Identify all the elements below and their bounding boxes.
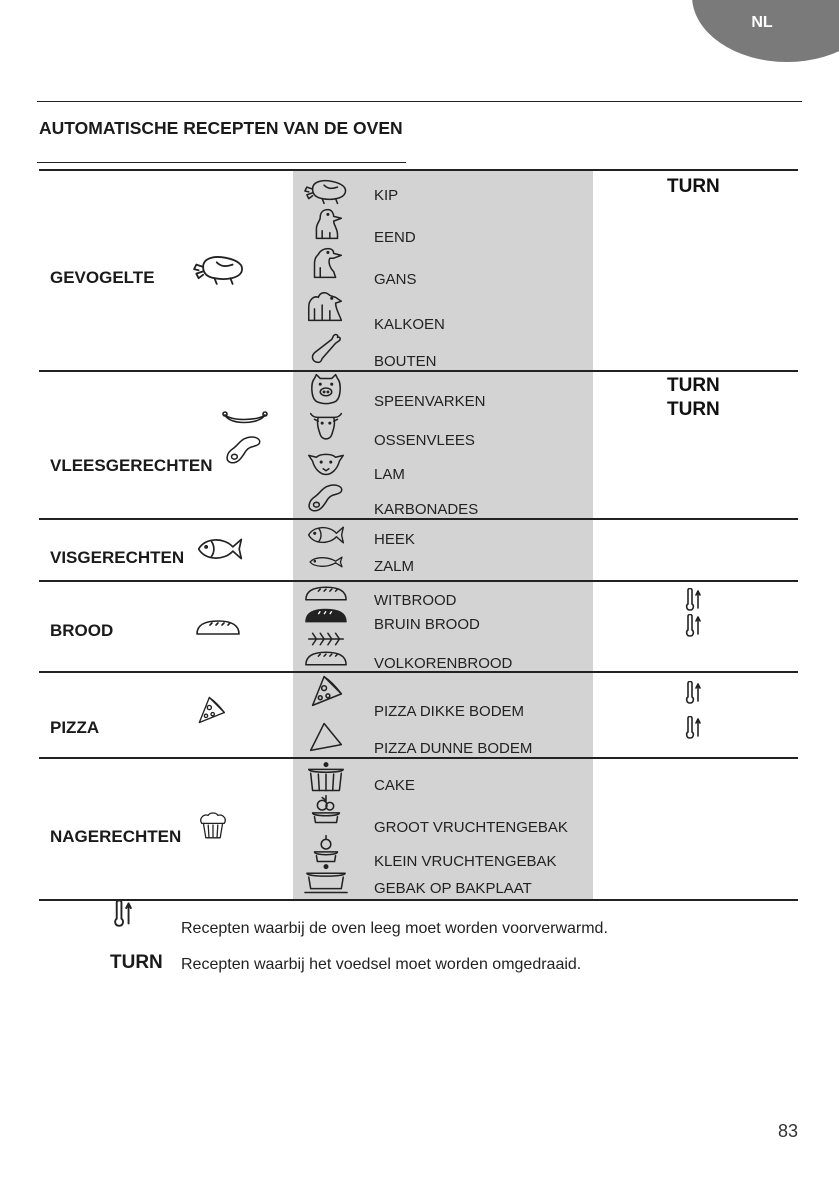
chop-icon bbox=[303, 481, 349, 515]
wholegrain-bread-icon bbox=[303, 649, 349, 669]
category-pizza: PIZZA bbox=[50, 718, 100, 737]
category-desserts: NAGERECHTEN bbox=[50, 827, 182, 846]
recipe-label: KALKOEN bbox=[374, 316, 445, 333]
fish-icon bbox=[303, 522, 349, 548]
recipe-label: VOLKORENBROOD bbox=[374, 655, 513, 672]
legend-turn-label: TURN bbox=[110, 952, 163, 973]
language-tab-label: NL bbox=[751, 14, 773, 31]
row-separator bbox=[39, 518, 798, 520]
category-bread: BROOD bbox=[50, 621, 114, 640]
salmon-icon bbox=[303, 550, 349, 574]
recipe-label: LAM bbox=[374, 466, 405, 483]
page-title: AUTOMATISCHE RECEPTEN VAN DE OVEN bbox=[39, 118, 403, 138]
pizza-icon bbox=[191, 693, 231, 727]
sausage-icon bbox=[221, 409, 269, 429]
thermometer-icon bbox=[684, 588, 706, 612]
muffin-icon bbox=[197, 809, 229, 841]
thermometer-icon bbox=[684, 614, 706, 638]
recipe-label: GEBAK OP BAKPLAAT bbox=[374, 880, 532, 897]
turn-indicator: TURN bbox=[667, 176, 720, 197]
white-bread-icon bbox=[303, 584, 349, 604]
recipe-label: KARBONADES bbox=[374, 501, 479, 518]
wheat-icon bbox=[303, 629, 349, 649]
recipe-label: KIP bbox=[374, 187, 399, 204]
bread-icon bbox=[194, 618, 242, 638]
recipe-label: GROOT VRUCHTENGEBAK bbox=[374, 819, 568, 836]
chicken-icon bbox=[191, 251, 247, 285]
page-number: 83 bbox=[778, 1121, 799, 1141]
thermometer-icon bbox=[112, 898, 138, 930]
recipe-label: BOUTEN bbox=[374, 353, 437, 370]
top-rule bbox=[37, 101, 802, 102]
cow-icon bbox=[303, 409, 349, 443]
recipe-label: PIZZA DIKKE BODEM bbox=[374, 703, 525, 720]
row-separator bbox=[39, 580, 798, 582]
turkey-icon bbox=[303, 289, 349, 323]
turn-indicator: TURN bbox=[667, 399, 720, 420]
recipe-label: EEND bbox=[374, 229, 416, 246]
category-poultry: GEVOGELTE bbox=[50, 268, 155, 287]
recipe-label: CAKE bbox=[374, 777, 415, 794]
legend-preheat-text: Recepten waarbij de oven leeg moet worden voorverwarmd. bbox=[181, 920, 608, 937]
tray-bake-icon bbox=[303, 863, 349, 897]
category-meat: VLEESGERECHTEN bbox=[50, 456, 213, 475]
brown-bread-icon bbox=[303, 606, 349, 626]
category-fish: VISGERECHTEN bbox=[50, 548, 185, 567]
recipe-label: WITBROOD bbox=[374, 592, 457, 609]
recipe-label: SPEENVARKEN bbox=[374, 393, 486, 410]
recipe-label: GANS bbox=[374, 271, 417, 288]
recipe-label: BRUIN BROOD bbox=[374, 616, 480, 633]
fish-icon bbox=[194, 533, 246, 565]
cake-icon bbox=[303, 761, 349, 795]
drumstick-icon bbox=[303, 331, 349, 365]
row-separator bbox=[39, 757, 798, 759]
thick-pizza-icon bbox=[303, 674, 349, 708]
thin-pizza-icon bbox=[303, 719, 349, 753]
legend-turn-text: Recepten waarbij het voedsel moet worden omgedraaid. bbox=[181, 956, 582, 973]
turn-indicator: TURN bbox=[667, 375, 720, 396]
row-separator bbox=[39, 370, 798, 372]
small-fruit-tart-icon bbox=[303, 832, 349, 866]
thermometer-icon bbox=[684, 681, 706, 705]
meat-icon bbox=[221, 433, 267, 467]
recipe-label: HEEK bbox=[374, 531, 415, 548]
goose-icon bbox=[303, 246, 349, 280]
duck-icon bbox=[303, 207, 349, 241]
recipe-label: OSSENVLEES bbox=[374, 432, 475, 449]
chicken-icon bbox=[303, 173, 349, 207]
recipe-label: ZALM bbox=[374, 558, 415, 575]
large-fruit-tart-icon bbox=[303, 793, 349, 827]
lamb-icon bbox=[303, 447, 349, 481]
recipes-table bbox=[39, 169, 798, 901]
thermometer-icon bbox=[684, 716, 706, 740]
recipe-label: PIZZA DUNNE BODEM bbox=[374, 740, 533, 757]
pig-icon bbox=[303, 372, 349, 406]
recipe-label: KLEIN VRUCHTENGEBAK bbox=[374, 853, 557, 870]
title-rule bbox=[37, 162, 406, 163]
